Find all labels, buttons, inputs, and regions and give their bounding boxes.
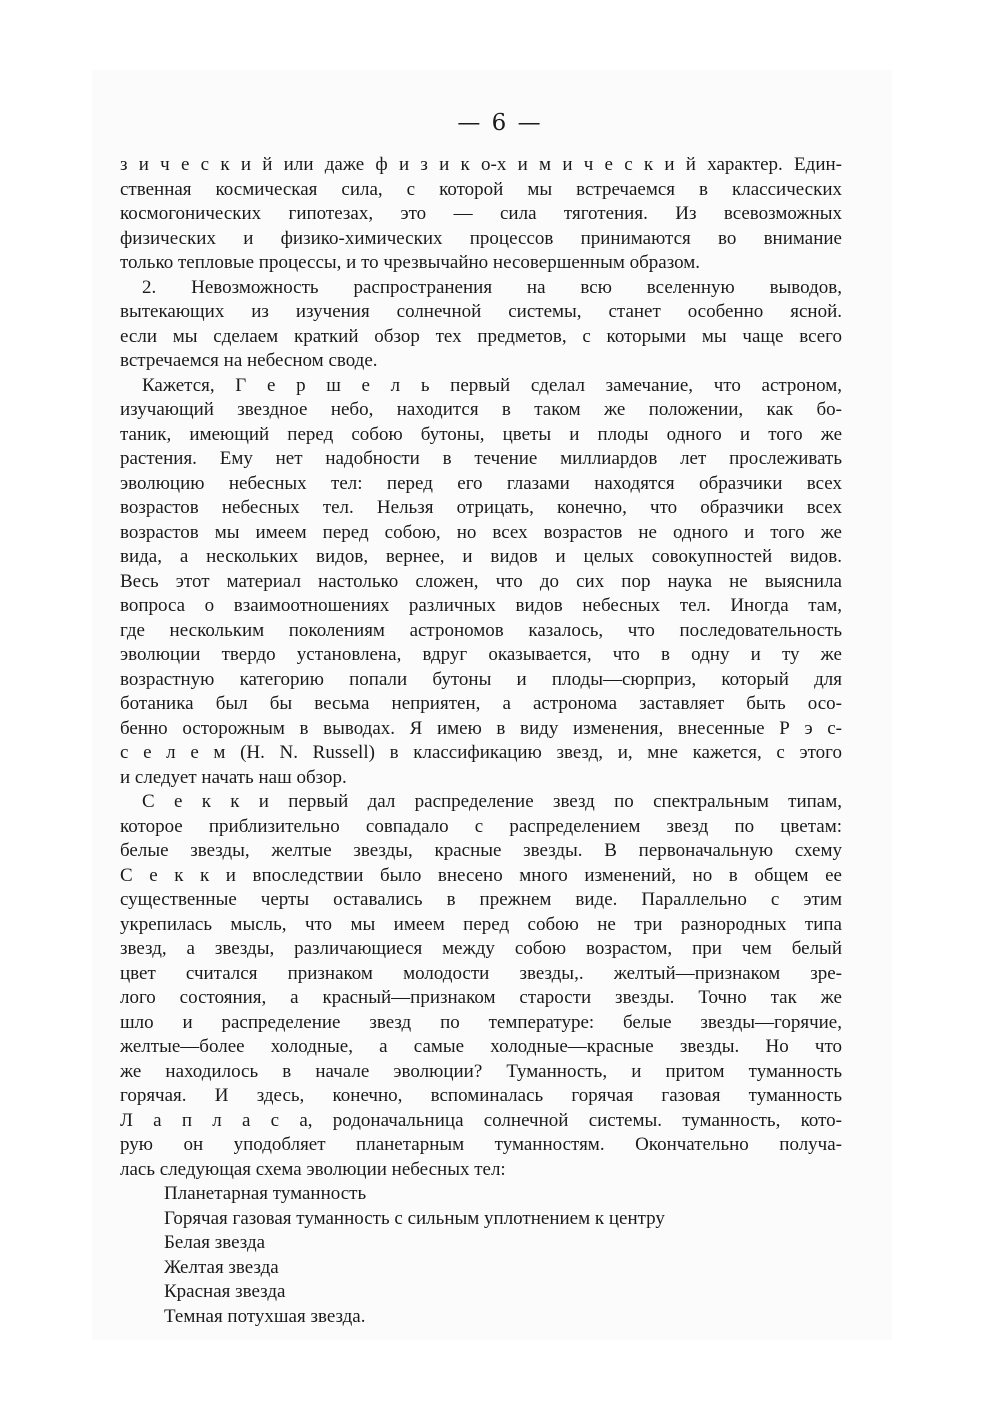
text-line: вопроса о взаимоотношениях различных видов небесных тел. Иногда там, [120,595,842,616]
text-line: лась следующая схема эволюции небесных тел: [120,1158,506,1180]
page-number: — 6 — [457,110,543,136]
text-line: эволюции твердо установлена, вдруг оказывается, что в одну и ту же [120,644,842,665]
scheme-item: Белая звезда [164,1232,266,1253]
scheme-item: Горячая газовая туманность с сильным уплотнением к центру [164,1207,665,1229]
text-line: белые звезды, желтые звезды, красные звезды. В первоначальную схему [120,840,842,861]
text-line: только тепловые процессы, и то чрезвычайно несовершенным образом. [120,252,701,273]
text-line: Л а п л а с а, родоначальница солнечной системы. туманность, кото- [120,1109,842,1131]
text-line: возрастов небесных тел. Нельзя отрицать, конечно, что образчики всех [120,497,842,518]
text-line: Весь этот материал настолько сложен, что до сих пор наука не выяснила [120,570,842,592]
text-line: лого состояния, а красный—признаком старости звезды. Точно так же [120,987,842,1008]
scheme-item: Темная потухшая звезда. [164,1305,366,1327]
text-line: рую он уподобляет планетарным туманностям. Окончательно получа- [120,1134,842,1155]
scheme-item: Планетарная туманность [164,1183,367,1204]
text-line: которое приблизительно совпадало с распределением звезд по цветам: [120,815,842,837]
text-line: возрастов мы имеем перед собою, но всех возрастов не одного и того же [120,521,842,543]
text-line: где нескольким поколениям астрономов казалось, что последовательность [120,619,842,641]
text-line: ботаника был бы весьма неприятен, а астронома заставляет быть осо- [120,693,842,714]
text-line: если мы сделаем краткий обзор тех предметов, с которыми мы чаще всего [120,325,842,347]
text-line: вида, а нескольких видов, вернее, и видов и целых совокупностей видов. [120,546,842,567]
body-text [120,153,842,1329]
text-line: и следует начать наш обзор. [120,766,347,788]
text-line: вытекающих из изучения солнечной системы, станет особенно ясной. [120,301,842,322]
text-line: укрепилась мысль, что мы имеем перед собою не три разнородных типа [120,913,842,935]
text-line: шло и распределение звезд по температуре: белые звезды—горячие, [120,1011,842,1033]
scheme-item: Красная звезда [164,1281,286,1302]
text-line: бенно осторожным в выводах. Я имею в виду изменения, внесенные Р э с- [120,717,842,739]
text-line: космогонических гипотезах, это — сила тяготения. Из всевозможных [120,203,842,224]
text-line: эволюцию небесных тел: перед его глазами находятся образчики всех [120,472,842,494]
text-line: Кажется, Г е р ш е л ь первый сделал замечание, что астроном, [142,374,842,396]
text-line: 2. Невозможность распространения на всю вселенную выводов, [142,276,842,298]
text-line: з и ч е с к и й или даже ф и з и к о-х и м и ч е с к и й характер. Един- [120,154,842,175]
text-line: ственная космическая сила, с которой мы встречаемся в классических [120,178,842,200]
text-line: же находилось в начале эволюции? Туманность, и притом туманность [120,1060,842,1082]
text-line: звезд, а звезды, различающиеся между собою возрастом, при чем белый [120,938,842,959]
text-line: растения. Ему нет надобности в течение миллиардов лет прослеживать [120,448,842,469]
text-line: существенные черты оставались в прежнем виде. Параллельно с этим [120,889,842,910]
text-line: с е л е м (H. N. Russell) в классификацию звезд, и, мне кажется, с этого [120,742,842,763]
text-line: желтые—более холодные, а самые холодные—красные звезды. Но что [120,1036,842,1057]
text-line: цвет считался признаком молодости звезды,. желтый—признаком зре- [120,962,842,984]
text-line: изучающий звездное небо, находится в таком же положении, как бо- [120,399,842,420]
text-line: встречаемся на небесном своде. [120,350,378,371]
text-line: С е к к и впоследствии было внесено много изменений, но в общем ее [120,864,842,886]
text-line: горячая. И здесь, конечно, вспоминалась горячая газовая туманность [120,1085,842,1106]
scheme-item: Желтая звезда [164,1256,279,1278]
text-line: таник, имеющий перед собою бутоны, цветы и плоды одного и того же [120,423,842,445]
text-line: возрастную категорию попали бутоны и плоды—сюрприз, который для [120,668,842,690]
text-line: С е к к и первый дал распределение звезд по спектральным типам, [142,791,842,812]
text-line: физических и физико-химических процессов принимаются во внимание [120,227,842,249]
